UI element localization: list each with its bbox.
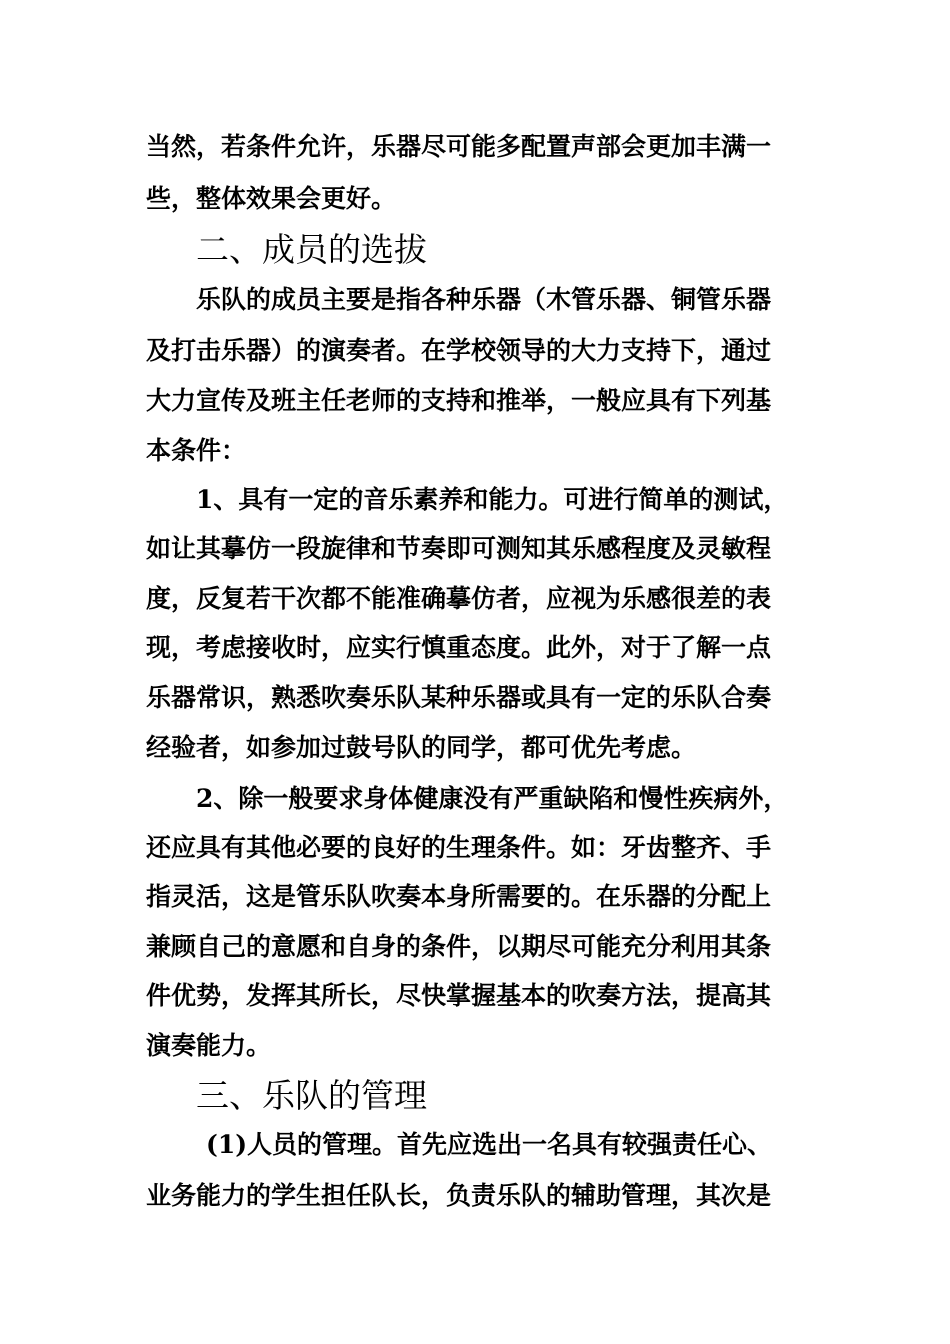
body-line: 业务能力的学生担任队长，负责乐队的辅助管理，其次是 [146, 1181, 772, 1210]
body-line: 及打击乐器）的演奏者。在学校领导的大力支持下，通过 [146, 336, 772, 365]
body-line: 大力宣传及班主任老师的支持和推举，一般应具有下列基 [146, 386, 772, 415]
body-line: 当然，若条件允许，乐器尽可能多配置声部会更加丰满一 [146, 132, 772, 161]
body-line: 乐器常识，熟悉吹奏乐队某种乐器或具有一定的乐队合奏 [146, 683, 772, 712]
body-line: 经验者，如参加过鼓号队的同学，都可优先考虑。 [146, 733, 697, 762]
body-line: 乐队的成员主要是指各种乐器（木管乐器、铜管乐器 [196, 285, 772, 314]
body-line: 演奏能力。 [146, 1031, 272, 1060]
section-heading: 三、乐队的管理 [196, 1076, 427, 1115]
body-line: 度，反复若干次都不能准确摹仿者，应视为乐感很差的表 [146, 584, 772, 613]
body-line: 还应具有其他必要的良好的生理条件。如：牙齿整齐、手 [146, 833, 772, 862]
body-line: (1)人员的管理。首先应选出一名具有较强责任心、 [206, 1130, 773, 1159]
body-line: 如让其摹仿一段旋律和节奏即可测知其乐感程度及灵敏程 [146, 534, 772, 563]
body-line: 本条件： [146, 436, 247, 465]
body-line: 些，整体效果会更好。 [146, 184, 397, 213]
body-line: 2、除一般要求身体健康没有严重缺陷和慢性疾病外， [196, 784, 789, 813]
body-line: 指灵活，这是管乐队吹奏本身所需要的。在乐器的分配上 [146, 882, 772, 911]
section-heading: 二、成员的选拔 [196, 230, 427, 269]
body-line: 现，考虑接收时，应实行慎重态度。此外，对于了解一点 [146, 633, 772, 662]
body-line: 1、具有一定的音乐素养和能力。可进行简单的测试， [196, 485, 789, 514]
body-line: 件优势，发挥其所长，尽快掌握基本的吹奏方法，提高其 [146, 981, 772, 1010]
body-line: 兼顾自己的意愿和自身的条件，以期尽可能充分利用其条 [146, 932, 772, 961]
